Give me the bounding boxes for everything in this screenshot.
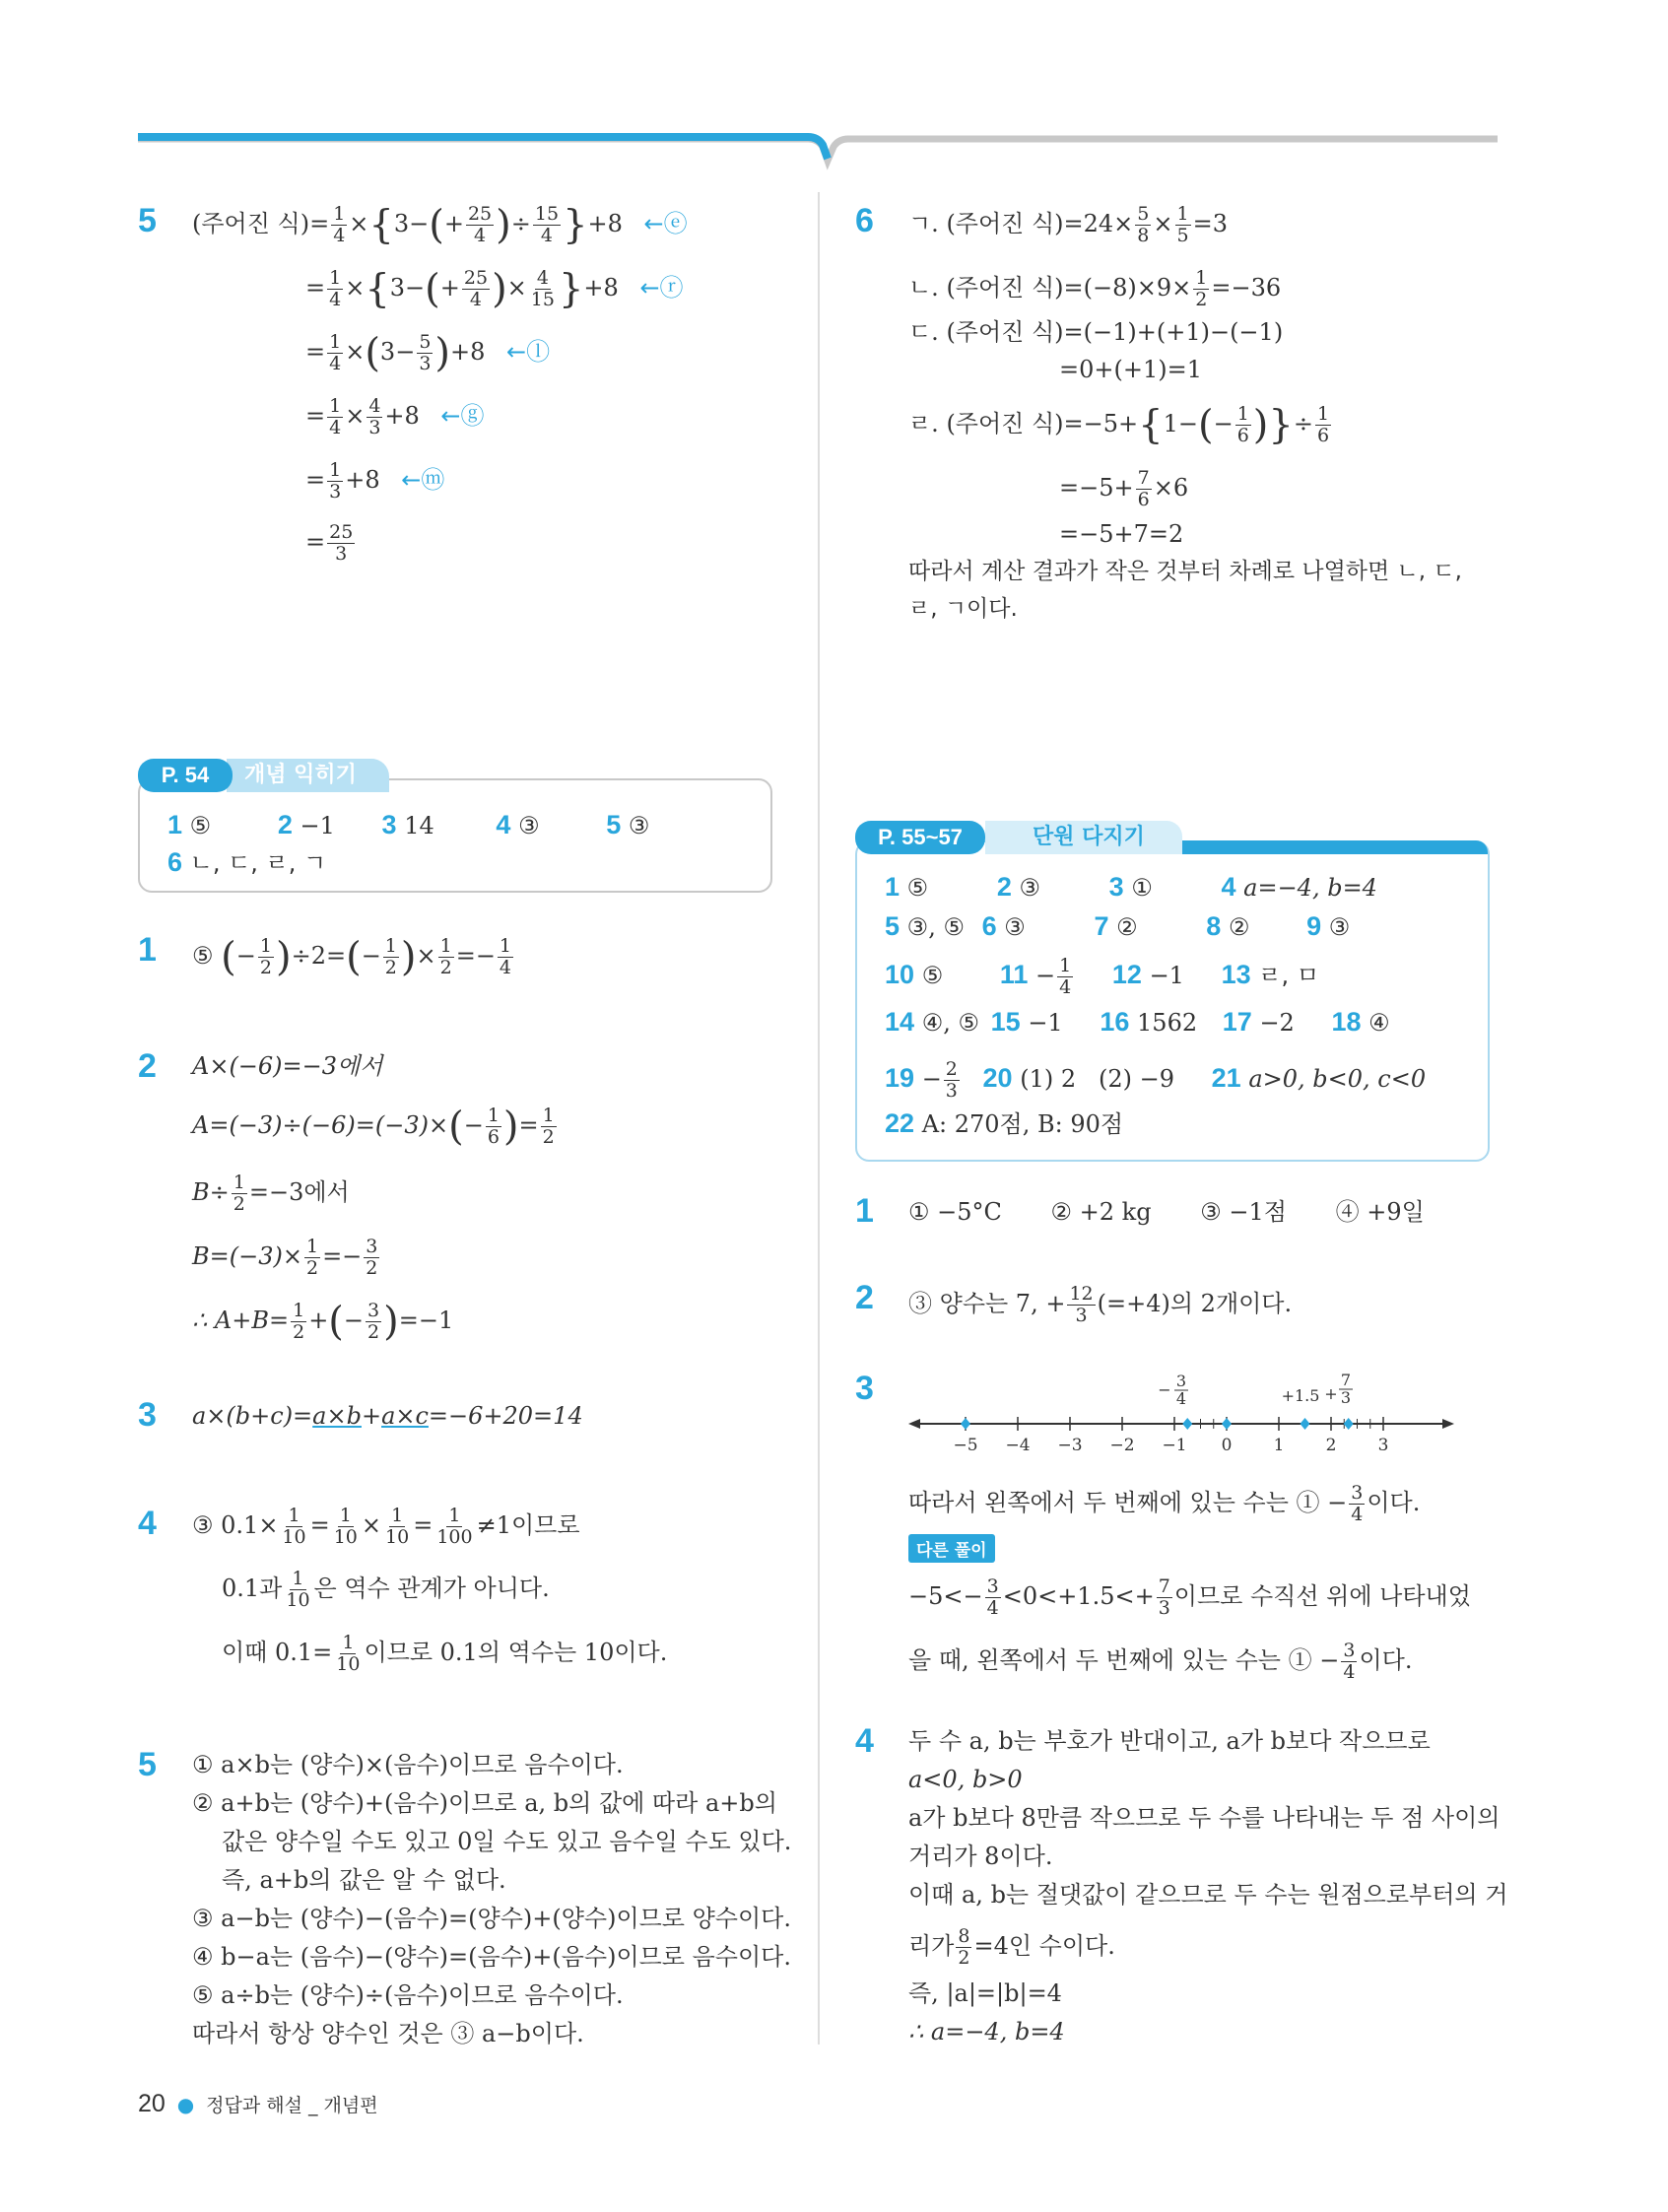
answer-line: 따라서 왼쪽에서 두 번째에 있는 수는 ① − $\frac{3}{4}$ 이다. <box>908 1482 1421 1525</box>
number-line-tick-label: 3 <box>1377 1436 1389 1455</box>
answer-row: 1 ⑤ 2 −1 3 14 4 ③ 5 ③ <box>167 810 650 839</box>
question-number: 4 <box>855 1722 874 1760</box>
text-line: ① a×b는 (양수)×(음수)이므로 음수이다. <box>192 1751 624 1778</box>
text-line: ∴ a=−4, b=4 <box>908 2018 1065 2045</box>
equation-line: ㄱ. (주어진 식)=24× $\frac{5}{8}$ × $\frac{1}{5}$ =3 <box>908 203 1228 246</box>
p55-page-tag: P. 55~57 <box>855 821 985 854</box>
equation-line: =−5+ $\frac{7}{6}$ ×6 <box>1059 467 1189 510</box>
question-number: 6 <box>855 202 874 239</box>
point-label-minus-three-quarters-num: 3 <box>1175 1372 1187 1390</box>
equation-line: B÷ $\frac{1}{2}$ =−3에서 <box>192 1172 350 1215</box>
question-number: 5 <box>138 202 157 239</box>
footer-title: 정답과 해설 _ 개념편 <box>206 2095 378 2116</box>
equation-line: ⑤ (− $\frac{1}{2}$ )÷2=(− $\frac{1}{2}$ )× $\frac{1}{2}$ =− $\frac{1}{4}$ <box>192 934 512 980</box>
answer-row: 22 A: 270점, B: 90점 <box>885 1108 1124 1138</box>
equation-line: ㄷ. (주어진 식)=(−1)+(+1)−(−1) <box>908 318 1284 346</box>
question-number: 1 <box>138 931 157 969</box>
point-label-seven-thirds-den: 3 <box>1340 1388 1352 1407</box>
text-line: ⑤ a÷b는 (양수)÷(음수)이므로 음수이다. <box>192 1981 624 2009</box>
answer-row: 14 ④, ⑤ 15 −1 16 1562 17 −2 18 ④ <box>885 1007 1390 1037</box>
equation-line: =−5+7=2 <box>1059 520 1184 548</box>
answer-line: ③ 양수는 7, + $\frac{12}{3}$ (=+4)의 2개이다. <box>908 1283 1293 1326</box>
text-line: 따라서 항상 양수인 것은 ③ a−b이다. <box>192 2020 584 2047</box>
answer-row: 6 ㄴ, ㄷ, ㄹ, ㄱ <box>167 847 327 877</box>
alt-solution-badge: 다른 풀이 <box>908 1534 995 1563</box>
question-number: 4 <box>138 1505 157 1542</box>
step-marker: ←ⓜ <box>401 466 445 494</box>
number-line-point <box>1344 1418 1354 1430</box>
equation-line: = $\frac{25}{3}$ <box>305 521 354 565</box>
number-line-tick-label: −5 <box>953 1436 978 1455</box>
step-marker: ←ⓡ <box>639 274 684 302</box>
header-rule <box>138 133 1498 172</box>
equation-line: ∴ A+B= $\frac{1}{2}$ +(− $\frac{3}{2}$ )=−1 <box>192 1299 454 1345</box>
question-number: 2 <box>138 1047 157 1085</box>
step-marker: ←ⓛ <box>506 338 551 366</box>
question-number: 3 <box>138 1396 157 1434</box>
text-line: 거리가 8이다. <box>908 1843 1053 1870</box>
text-line: 즉, a+b의 값은 알 수 없다. <box>222 1866 506 1894</box>
equation-line: = $\frac{1}{3}$ +8 ←ⓜ <box>305 459 445 503</box>
point-label-seven-thirds-sign: + <box>1324 1384 1338 1403</box>
equation-line: A×(−6)=−3에서 <box>192 1052 383 1080</box>
text-line: a가 b보다 8만큼 작으므로 두 수를 나타내는 두 점 사이의 <box>908 1804 1501 1832</box>
text-line: 리가 $\frac{8}{2}$ =4인 수이다. <box>908 1925 1115 1969</box>
number-line-point <box>961 1418 970 1430</box>
step-marker: ←ⓔ <box>643 210 688 237</box>
answer-line: 을 때, 왼쪽에서 두 번째에 있는 수는 ① − $\frac{3}{4}$ 이다. <box>908 1640 1413 1683</box>
column-divider <box>818 192 820 2044</box>
point-label-one-point-five: +1.5 <box>1281 1386 1320 1405</box>
number-line-point <box>1222 1418 1232 1430</box>
footer-dot: ● <box>176 2093 195 2116</box>
equation-line: 이때 0.1= $\frac{1}{10}$ 이므로 0.1의 역수는 10이다. <box>222 1632 668 1675</box>
question-number: 3 <box>855 1370 874 1407</box>
equation-line: ㄹ. (주어진 식)=−5+{1−(− $\frac{1}{6}$ )}÷ $\frac{1}{6}$ <box>908 402 1330 448</box>
conclusion: 따라서 계산 결과가 작은 것부터 차례로 나열하면 ㄴ, ㄷ, <box>908 559 1462 584</box>
text-line: ④ b−a는 (음수)−(양수)=(음수)+(음수)이므로 음수이다. <box>192 1943 791 1971</box>
number-line-tick-label: 1 <box>1273 1436 1285 1455</box>
equation-line: =0+(+1)=1 <box>1059 356 1202 383</box>
equation-line: 0.1과 $\frac{1}{10}$ 은 역수 관계가 아니다. <box>222 1568 550 1611</box>
number-line-tick-label: −3 <box>1057 1436 1083 1455</box>
equation-line: = $\frac{1}{4}$ × $\frac{4}{3}$ +8 ←ⓖ <box>305 395 485 438</box>
conclusion: ㄹ, ㄱ이다. <box>908 596 1018 622</box>
answer-row: 19 − $\frac{2}{3}$ 20 (1) 2 (2) −9 21 a>0, b<0, c<0 <box>885 1058 1427 1102</box>
p54-title: 개념 익히기 <box>244 763 357 787</box>
question-number: 2 <box>855 1279 874 1316</box>
footer <box>138 2089 378 2118</box>
number-line-tick-label: −4 <box>1005 1436 1031 1455</box>
point-label-seven-thirds-num: 7 <box>1340 1371 1352 1389</box>
text-line: 두 수 a, b는 부호가 반대이고, a가 b보다 작으므로 <box>908 1727 1431 1755</box>
equation-line: = $\frac{1}{4}$ ×(3− $\frac{5}{3}$ )+8 ←ⓛ <box>305 330 551 376</box>
equation-line: A=(−3)÷(−6)=(−3)×(− $\frac{1}{6}$ )= $\frac{1}{2}$ <box>192 1104 555 1150</box>
equation-line: ③ 0.1× $\frac{1}{10}$ = $\frac{1}{10}$ × $\frac{1}{10}$ = $\frac{1}{100}$ ≠1이므로 <box>192 1505 580 1548</box>
equation-line: (주어진 식)= $\frac{1}{4}$ ×{3−(+ $\frac{25}{4}$ )÷ $\frac{15}{4}$ }+8 ←ⓔ <box>192 202 688 248</box>
text-line: ③ a−b는 (양수)−(음수)=(양수)+(양수)이므로 양수이다. <box>192 1905 791 1932</box>
equation-line: a×(b+c)=a×b+a×c=−6+20=14 <box>192 1402 583 1430</box>
number-line-tick-label: 0 <box>1221 1436 1233 1455</box>
step-marker: ←ⓖ <box>440 402 485 430</box>
number-line-point <box>1301 1418 1310 1430</box>
question-number: 5 <box>138 1746 157 1783</box>
text-line: ② a+b는 (양수)+(음수)이므로 a, b의 값에 따라 a+b의 <box>192 1789 777 1817</box>
answer-row: 1 ⑤ 2 ③ 3 ① 4 a=−4, b=4 <box>885 872 1377 902</box>
number-line <box>906 1370 1458 1458</box>
point-label-minus-three-quarters-den: 4 <box>1175 1389 1187 1408</box>
number-line-point <box>1182 1418 1192 1430</box>
answer-line: ① −5°C ② +2 kg ③ −1점 ④ +9일 <box>908 1198 1425 1226</box>
number-line-tick-label: −2 <box>1109 1436 1135 1455</box>
question-number: 1 <box>855 1192 874 1230</box>
p55-title: 단원 다지기 <box>1033 825 1145 849</box>
point-label-minus-three-quarters-sign: − <box>1158 1380 1171 1399</box>
equation-line: B=(−3)× $\frac{1}{2}$ =− $\frac{3}{2}$ <box>192 1236 378 1279</box>
number-line-tick-label: 2 <box>1325 1436 1337 1455</box>
text-line: a<0, b>0 <box>908 1766 1023 1793</box>
text-line: 이때 a, b는 절댓값이 같으므로 두 수는 원점으로부터의 거 <box>908 1881 1508 1909</box>
answer-line: −5<− $\frac{3}{4}$ <0<+1.5<+ $\frac{7}{3}$ 이므로 수직선 위에 나타내었 <box>908 1575 1471 1619</box>
text-line: 값은 양수일 수도 있고 0일 수도 있고 음수일 수도 있다. <box>222 1828 792 1855</box>
text-line: 즉, |a|=|b|=4 <box>908 1979 1062 2007</box>
equation-line: = $\frac{1}{4}$ ×{3−(+ $\frac{25}{4}$ )× $\frac{4}{15}$ }+8 ←ⓡ <box>305 266 684 312</box>
number-line-tick-label: −1 <box>1162 1436 1187 1455</box>
equation-line: ㄴ. (주어진 식)=(−8)×9× $\frac{1}{2}$ =−36 <box>908 267 1282 310</box>
p54-page-tag: P. 54 <box>138 759 233 792</box>
page-number: 20 <box>138 2090 166 2117</box>
answer-row: 10 ⑤ 11 − $\frac{1}{4}$ 12 −1 13 ㄹ, ㅁ <box>885 955 1319 998</box>
answer-row: 5 ③, ⑤ 6 ③ 7 ② 8 ② 9 ③ <box>885 911 1351 941</box>
